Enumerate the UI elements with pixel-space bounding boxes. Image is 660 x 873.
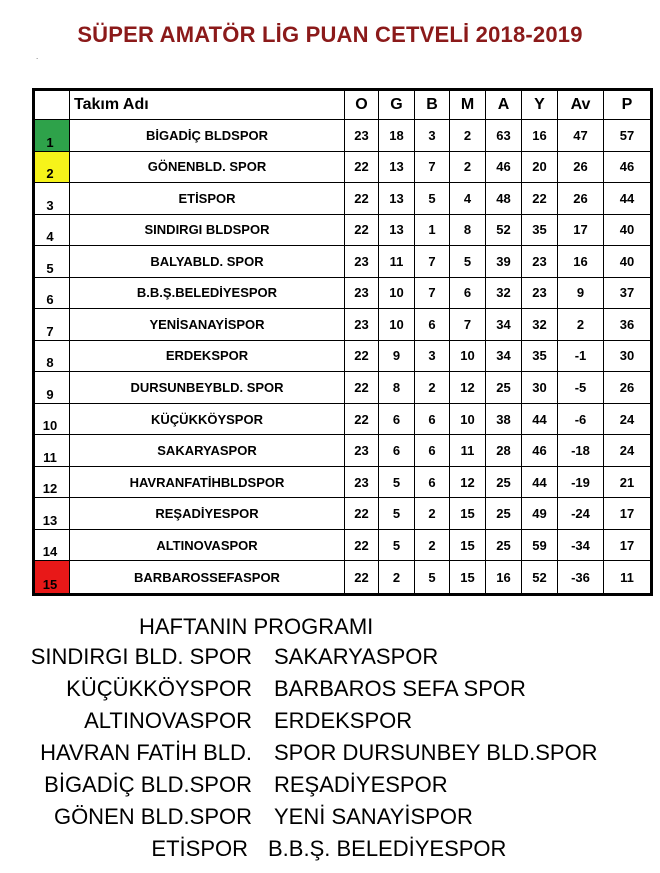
played: 23 xyxy=(345,120,379,152)
lost: 12 xyxy=(450,466,486,498)
header-played: O xyxy=(345,90,379,120)
team-name: YENİSANAYİSPOR xyxy=(70,309,345,341)
points: 44 xyxy=(604,183,652,215)
points: 17 xyxy=(604,498,652,530)
points: 46 xyxy=(604,151,652,183)
home-team: SINDIRGI BLD. SPOR xyxy=(30,644,252,669)
points: 11 xyxy=(604,561,652,595)
table-row xyxy=(34,340,652,372)
goals-against: 44 xyxy=(522,403,558,435)
drawn: 2 xyxy=(415,372,450,404)
home-team: BİGADİÇ BLD.SPOR xyxy=(44,772,252,797)
drawn: 6 xyxy=(415,309,450,341)
goals-for: 34 xyxy=(486,309,522,341)
table-row xyxy=(34,309,652,341)
rank-cell: 6 xyxy=(34,277,70,309)
goals-against: 35 xyxy=(522,340,558,372)
played: 23 xyxy=(345,466,379,498)
rank-cell: 11 xyxy=(34,435,70,467)
table-row xyxy=(34,214,652,246)
goal-diff: 47 xyxy=(558,120,604,152)
won: 13 xyxy=(379,214,415,246)
rank-cell: 2 xyxy=(34,151,70,183)
points: 30 xyxy=(604,340,652,372)
played: 22 xyxy=(345,498,379,530)
header-drawn: B xyxy=(415,90,450,120)
table-row xyxy=(34,277,652,309)
rank-cell: 15 xyxy=(34,561,70,595)
rank-cell: 9 xyxy=(34,372,70,404)
table-row xyxy=(34,372,652,404)
table-row xyxy=(34,403,652,435)
rank-cell: 12 xyxy=(34,466,70,498)
rank-cell: 10 xyxy=(34,403,70,435)
points: 40 xyxy=(604,246,652,278)
goals-against: 30 xyxy=(522,372,558,404)
header-goals-for: A xyxy=(486,90,522,120)
played: 23 xyxy=(345,309,379,341)
team-name: REŞADİYESPOR xyxy=(70,498,345,530)
standings-table xyxy=(32,88,653,596)
team-name: BALYABLD. SPOR xyxy=(70,246,345,278)
lost: 15 xyxy=(450,529,486,561)
drawn: 1 xyxy=(415,214,450,246)
played: 22 xyxy=(345,151,379,183)
schedule-match xyxy=(0,772,660,800)
won: 6 xyxy=(379,403,415,435)
table-header-row xyxy=(34,90,652,120)
away-team: REŞADİYESPOR xyxy=(274,772,448,797)
goal-diff: -36 xyxy=(558,561,604,595)
drawn: 5 xyxy=(415,183,450,215)
goal-diff: 17 xyxy=(558,214,604,246)
goal-diff: 26 xyxy=(558,183,604,215)
away-team: B.B.Ş. BELEDİYESPOR xyxy=(268,836,507,861)
team-name: ALTINOVASPOR xyxy=(70,529,345,561)
schedule-match xyxy=(0,676,660,704)
points: 17 xyxy=(604,529,652,561)
team-name: ETİSPOR xyxy=(70,183,345,215)
goal-diff: -34 xyxy=(558,529,604,561)
points: 21 xyxy=(604,466,652,498)
home-team: HAVRAN FATİH BLD. xyxy=(40,740,252,765)
lost: 4 xyxy=(450,183,486,215)
won: 5 xyxy=(379,466,415,498)
team-name: KÜÇÜKKÖYSPOR xyxy=(70,403,345,435)
home-team: ALTINOVASPOR xyxy=(84,708,252,733)
goals-for: 32 xyxy=(486,277,522,309)
drawn: 6 xyxy=(415,403,450,435)
rank-cell: 14 xyxy=(34,529,70,561)
drawn: 2 xyxy=(415,529,450,561)
away-team: ERDEKSPOR xyxy=(274,708,413,733)
lost: 7 xyxy=(450,309,486,341)
points: 36 xyxy=(604,309,652,341)
points: 40 xyxy=(604,214,652,246)
goal-diff: 16 xyxy=(558,246,604,278)
rank-cell: 8 xyxy=(34,340,70,372)
goals-against: 52 xyxy=(522,561,558,595)
won: 6 xyxy=(379,435,415,467)
played: 22 xyxy=(345,214,379,246)
goals-against: 59 xyxy=(522,529,558,561)
goals-against: 20 xyxy=(522,151,558,183)
drawn: 3 xyxy=(415,120,450,152)
lost: 6 xyxy=(450,277,486,309)
goal-diff: -18 xyxy=(558,435,604,467)
won: 2 xyxy=(379,561,415,595)
won: 5 xyxy=(379,529,415,561)
rank-cell: 7 xyxy=(34,309,70,341)
rank-cell: 13 xyxy=(34,498,70,530)
goals-against: 49 xyxy=(522,498,558,530)
won: 11 xyxy=(379,246,415,278)
won: 5 xyxy=(379,498,415,530)
won: 18 xyxy=(379,120,415,152)
team-name: BARBAROSSEFASPOR xyxy=(70,561,345,595)
goals-for: 25 xyxy=(486,466,522,498)
header-lost: M xyxy=(450,90,486,120)
goal-diff: -5 xyxy=(558,372,604,404)
points: 24 xyxy=(604,435,652,467)
schedule-match xyxy=(0,836,660,864)
lost: 12 xyxy=(450,372,486,404)
lost: 5 xyxy=(450,246,486,278)
goals-against: 23 xyxy=(522,246,558,278)
table-row xyxy=(34,529,652,561)
goals-for: 25 xyxy=(486,498,522,530)
schedule-match xyxy=(0,740,660,768)
lost: 11 xyxy=(450,435,486,467)
lost: 15 xyxy=(450,498,486,530)
table-row xyxy=(34,498,652,530)
goals-for: 25 xyxy=(486,372,522,404)
drawn: 7 xyxy=(415,151,450,183)
header-team: Takım Adı xyxy=(70,90,345,120)
goals-against: 16 xyxy=(522,120,558,152)
table-row xyxy=(34,466,652,498)
schedule-match xyxy=(0,708,660,736)
points: 57 xyxy=(604,120,652,152)
lost: 2 xyxy=(450,151,486,183)
played: 22 xyxy=(345,340,379,372)
goals-against: 44 xyxy=(522,466,558,498)
lost: 10 xyxy=(450,340,486,372)
schedule-title: HAFTANIN PROGRAMI xyxy=(139,614,374,639)
rank-cell: 1 xyxy=(34,120,70,152)
won: 10 xyxy=(379,277,415,309)
drawn: 6 xyxy=(415,466,450,498)
drawn: 7 xyxy=(415,277,450,309)
lost: 15 xyxy=(450,561,486,595)
played: 22 xyxy=(345,529,379,561)
points: 37 xyxy=(604,277,652,309)
played: 22 xyxy=(345,403,379,435)
goals-for: 46 xyxy=(486,151,522,183)
home-team: ETİSPOR xyxy=(151,836,248,861)
points: 26 xyxy=(604,372,652,404)
team-name: SAKARYASPOR xyxy=(70,435,345,467)
rank-cell: 4 xyxy=(34,214,70,246)
won: 8 xyxy=(379,372,415,404)
table-row xyxy=(34,120,652,152)
drawn: 2 xyxy=(415,498,450,530)
drawn: 7 xyxy=(415,246,450,278)
home-team: KÜÇÜKKÖYSPOR xyxy=(66,676,252,701)
table-row xyxy=(34,561,652,595)
away-team: SPOR DURSUNBEY BLD.SPOR xyxy=(274,740,598,765)
schedule-match xyxy=(0,804,660,832)
won: 13 xyxy=(379,151,415,183)
table-row xyxy=(34,151,652,183)
played: 22 xyxy=(345,372,379,404)
lost: 2 xyxy=(450,120,486,152)
goals-for: 34 xyxy=(486,340,522,372)
drawn: 6 xyxy=(415,435,450,467)
header-points: P xyxy=(604,90,652,120)
header-goals-against: Y xyxy=(522,90,558,120)
rank-cell: 5 xyxy=(34,246,70,278)
team-name: B.B.Ş.BELEDİYESPOR xyxy=(70,277,345,309)
drawn: 5 xyxy=(415,561,450,595)
away-team: BARBAROS SEFA SPOR xyxy=(274,676,526,701)
team-name: ERDEKSPOR xyxy=(70,340,345,372)
won: 10 xyxy=(379,309,415,341)
goal-diff: -6 xyxy=(558,403,604,435)
goals-against: 46 xyxy=(522,435,558,467)
goals-for: 38 xyxy=(486,403,522,435)
table-row xyxy=(34,435,652,467)
won: 9 xyxy=(379,340,415,372)
goals-against: 35 xyxy=(522,214,558,246)
lost: 8 xyxy=(450,214,486,246)
goals-against: 23 xyxy=(522,277,558,309)
goals-for: 28 xyxy=(486,435,522,467)
goal-diff: 2 xyxy=(558,309,604,341)
table-row xyxy=(34,246,652,278)
goals-against: 22 xyxy=(522,183,558,215)
played: 23 xyxy=(345,435,379,467)
goal-diff: -24 xyxy=(558,498,604,530)
played: 23 xyxy=(345,246,379,278)
header-won: G xyxy=(379,90,415,120)
lost: 10 xyxy=(450,403,486,435)
goals-for: 52 xyxy=(486,214,522,246)
goal-diff: 26 xyxy=(558,151,604,183)
goals-for: 39 xyxy=(486,246,522,278)
marker: . xyxy=(36,52,39,61)
goals-for: 25 xyxy=(486,529,522,561)
goals-for: 16 xyxy=(486,561,522,595)
goals-against: 32 xyxy=(522,309,558,341)
team-name: HAVRANFATİHBLDSPOR xyxy=(70,466,345,498)
goals-for: 63 xyxy=(486,120,522,152)
goal-diff: -1 xyxy=(558,340,604,372)
away-team: YENİ SANAYİSPOR xyxy=(274,804,473,829)
goal-diff: -19 xyxy=(558,466,604,498)
played: 22 xyxy=(345,561,379,595)
schedule-match xyxy=(0,644,660,672)
team-name: SINDIRGI BLDSPOR xyxy=(70,214,345,246)
header-goal-diff: Av xyxy=(558,90,604,120)
away-team: SAKARYASPOR xyxy=(274,644,439,669)
team-name: BİGADİÇ BLDSPOR xyxy=(70,120,345,152)
team-name: DURSUNBEYBLD. SPOR xyxy=(70,372,345,404)
points: 24 xyxy=(604,403,652,435)
drawn: 3 xyxy=(415,340,450,372)
team-name: GÖNENBLD. SPOR xyxy=(70,151,345,183)
page-title: SÜPER AMATÖR LİG PUAN CETVELİ 2018-2019 xyxy=(77,22,583,47)
header-rank xyxy=(34,90,70,120)
played: 22 xyxy=(345,183,379,215)
home-team: GÖNEN BLD.SPOR xyxy=(53,804,252,829)
won: 13 xyxy=(379,183,415,215)
played: 23 xyxy=(345,277,379,309)
table-row xyxy=(34,183,652,215)
goals-for: 48 xyxy=(486,183,522,215)
rank-cell: 3 xyxy=(34,183,70,215)
goal-diff: 9 xyxy=(558,277,604,309)
